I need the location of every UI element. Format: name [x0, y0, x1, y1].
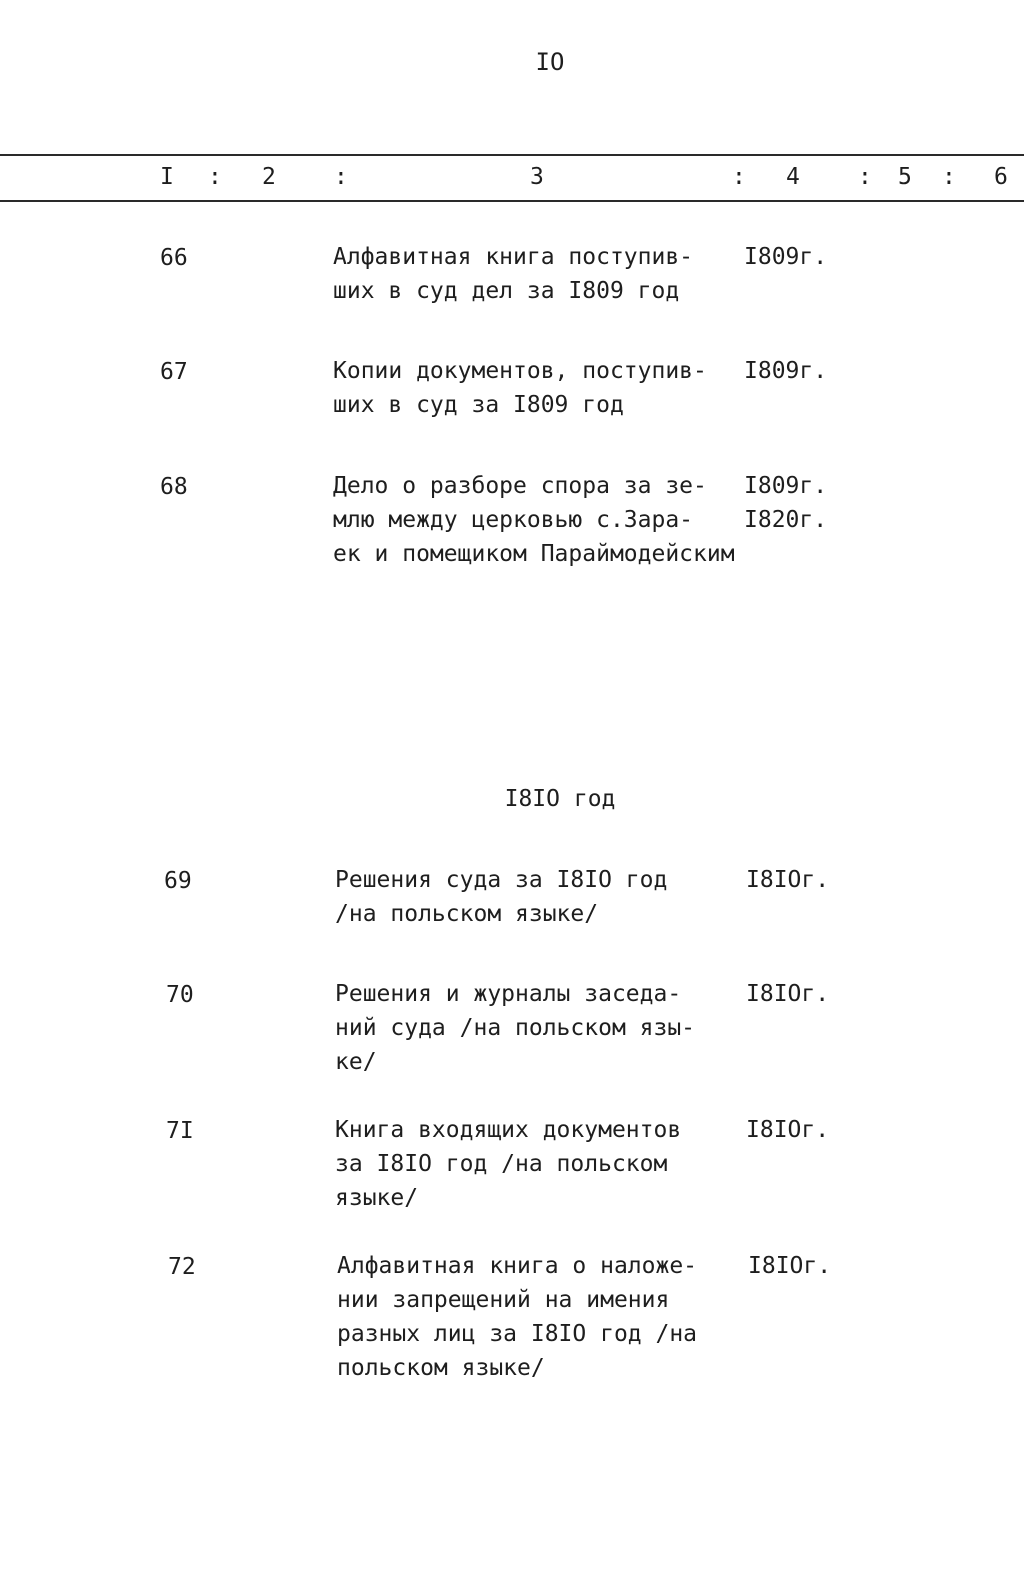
entry-title-line: нии запрещений на имения	[337, 1287, 670, 1313]
entry-date: I809г.	[744, 244, 828, 270]
entry-number: 69	[164, 868, 192, 894]
column-separator: :	[208, 164, 222, 190]
column-separator: :	[942, 164, 956, 190]
entry-title-line: польском языке/	[337, 1355, 545, 1381]
entry-title	[335, 1113, 735, 1215]
entry-title-line: Решения суда за I8IO год	[335, 867, 668, 893]
column-header-6: 6	[994, 164, 1008, 190]
entry-date: I820г.	[744, 507, 828, 533]
entry-title-line: Алфавитная книга о наложе-	[337, 1253, 698, 1279]
entry-dates	[746, 863, 829, 897]
entry-dates	[746, 1113, 829, 1147]
entry-date: I8IOг.	[748, 1253, 832, 1279]
entry-title-line: Алфавитная книга поступив-	[333, 244, 694, 270]
entry-number: 67	[160, 359, 188, 385]
entry-title	[333, 240, 733, 308]
entry-number: 70	[166, 982, 194, 1008]
entry-number: 66	[160, 245, 188, 271]
column-header-4: 4	[786, 164, 800, 190]
entry-title-line: Дело о разборе спора за зе-	[333, 473, 707, 499]
entry-title-line: за I8IO год /на польском	[335, 1151, 668, 1177]
entry-dates	[746, 977, 829, 1011]
header-top-rule	[0, 154, 1024, 156]
entry-number: 72	[168, 1254, 196, 1280]
entry-dates	[744, 469, 827, 537]
entry-title-line: Копии документов, поступив-	[333, 358, 707, 384]
entry-title-line: ших в суд за I809 год	[333, 392, 624, 418]
entry-date: I8IOг.	[746, 867, 830, 893]
column-header-1: I	[160, 164, 174, 190]
column-header-3: 3	[530, 164, 544, 190]
entry-date: I8IOг.	[746, 1117, 830, 1143]
column-separator: :	[334, 164, 348, 190]
column-separator: :	[732, 164, 746, 190]
column-header-5: 5	[898, 164, 912, 190]
entry-dates	[744, 240, 827, 274]
entry-dates	[748, 1249, 831, 1283]
entry-title	[337, 1249, 737, 1385]
entry-date: I809г.	[744, 358, 828, 384]
entry-title-line: языке/	[335, 1185, 419, 1211]
page-number: IO	[535, 48, 565, 76]
entry-title	[335, 863, 735, 931]
entry-title-line: ших в суд дел за I809 год	[333, 278, 680, 304]
entry-title-line: /на польском языке/	[335, 901, 599, 927]
entry-title-line: Решения и журналы заседа-	[335, 981, 682, 1007]
entry-number: 7I	[166, 1118, 194, 1144]
entry-date: I809г.	[744, 473, 828, 499]
entry-title	[335, 977, 735, 1079]
header-bottom-rule	[0, 200, 1024, 202]
entry-title-line: ек и помещиком Параймодейским	[333, 541, 735, 567]
column-separator: :	[858, 164, 872, 190]
entry-title-line: Книга входящих документов	[335, 1117, 682, 1143]
column-header-2: 2	[262, 164, 276, 190]
section-heading: I8IO год	[504, 786, 616, 812]
entry-number: 68	[160, 474, 188, 500]
entry-title	[333, 354, 733, 422]
entry-title-line: млю между церковью с.Зара-	[333, 507, 694, 533]
entry-title-line: ке/	[335, 1049, 377, 1075]
entry-title	[333, 469, 733, 571]
entry-dates	[744, 354, 827, 388]
entry-title-line: ний суда /на польском язы-	[335, 1015, 696, 1041]
entry-date: I8IOг.	[746, 981, 830, 1007]
entry-title-line: разных лиц за I8IO год /на	[337, 1321, 698, 1347]
